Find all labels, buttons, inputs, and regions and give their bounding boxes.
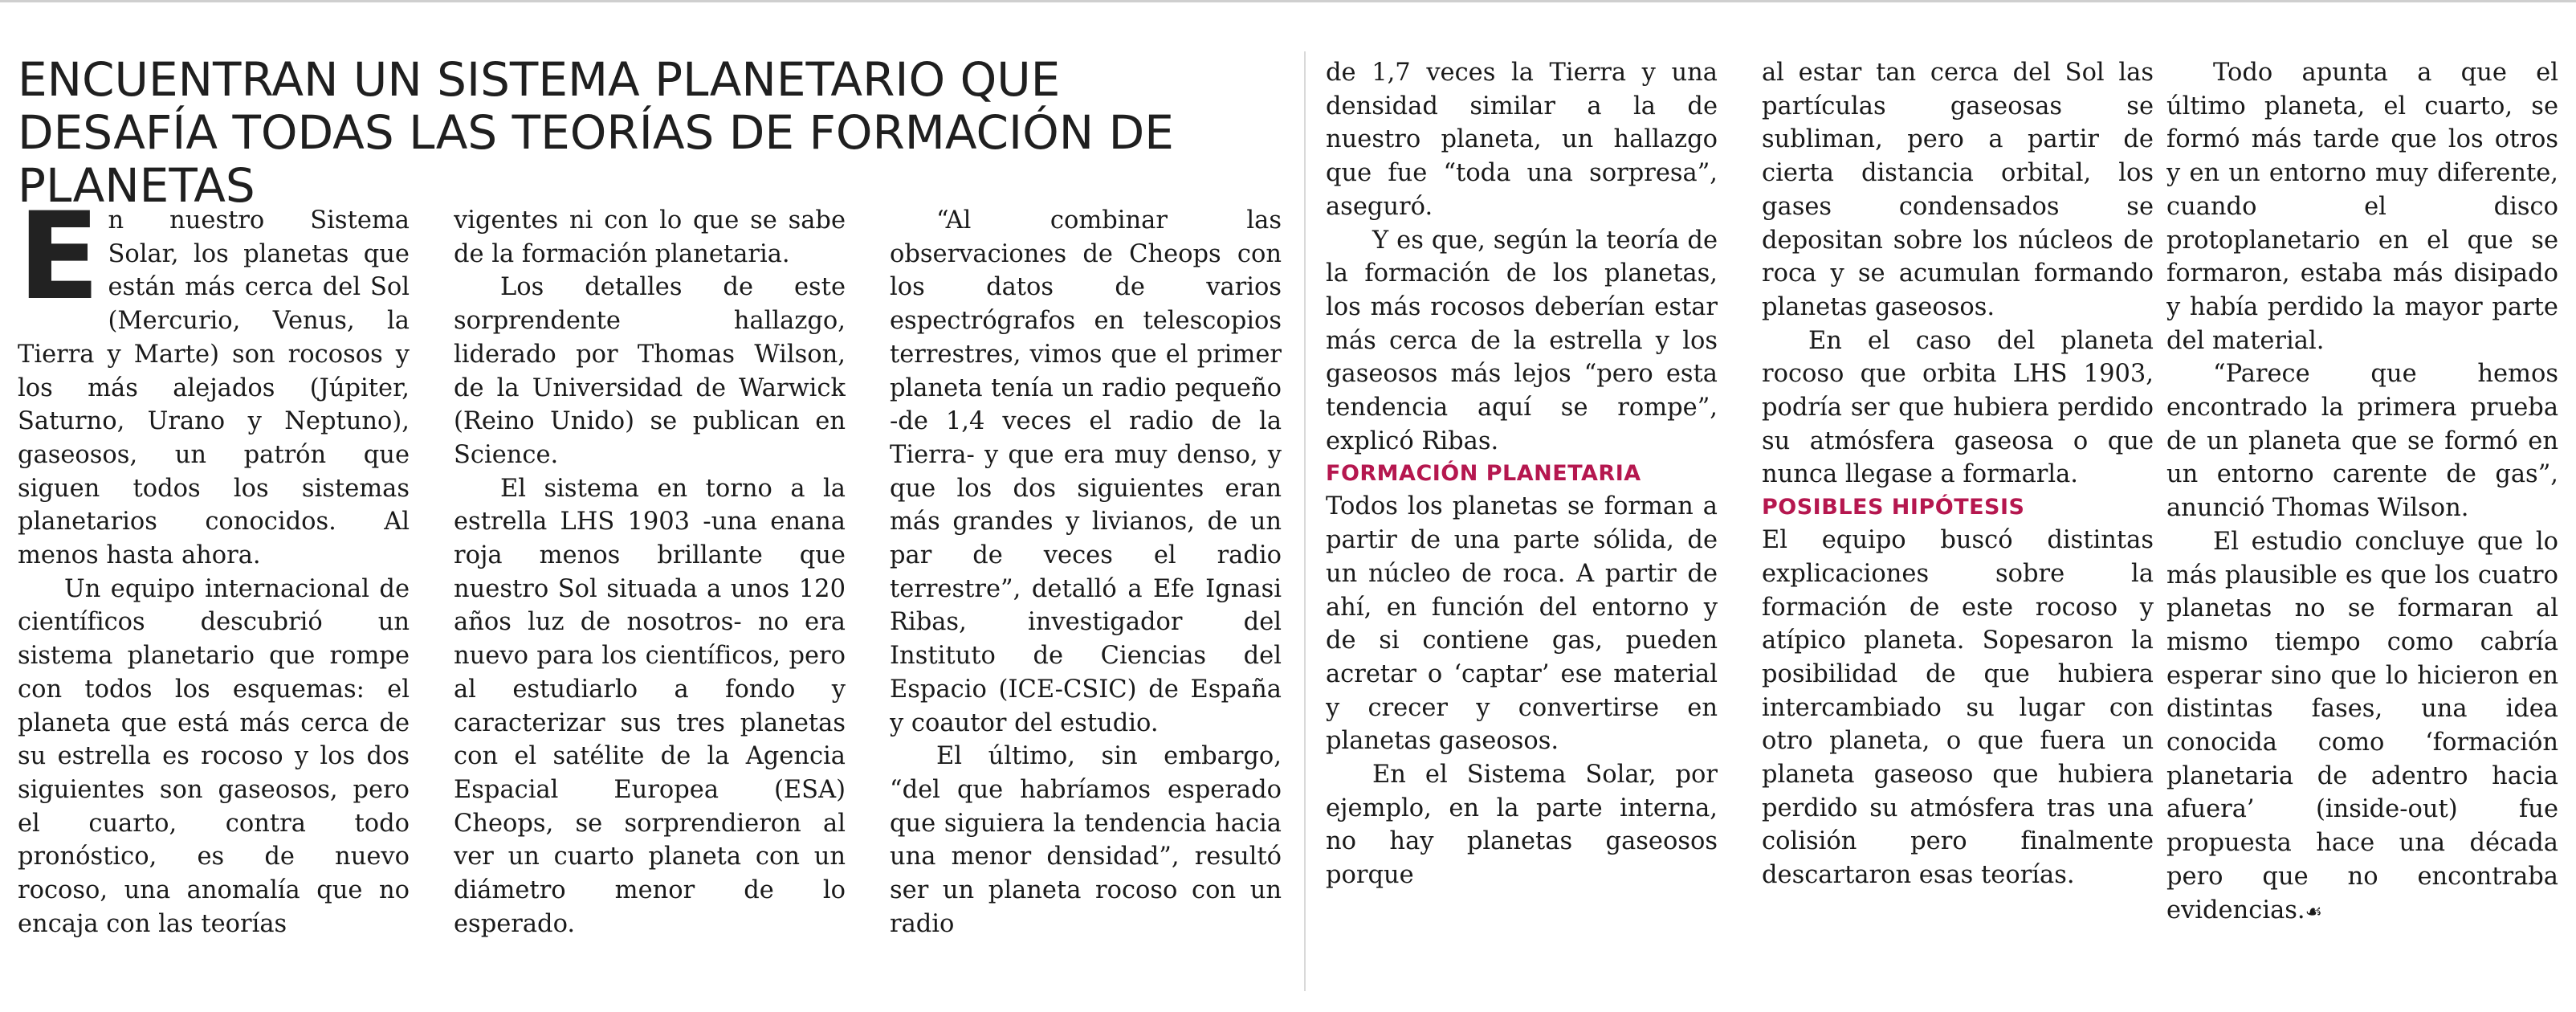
paragraph: al estar tan cerca del Sol las partículas gaseosas se subliman, pero a partir de cierta distancia orbital, los gases condensados se depositan sobre los núcleos de roca y se acumulan formando planetas gaseosos. [1762, 59, 2154, 321]
article-column-3 [890, 204, 1282, 999]
paragraph: “Al combinar las observaciones de Cheops con los datos de varios espectrógrafos en telescopios terrestres, vimos que el primer planeta tenía un radio pequeño -de 1,4 veces el radio de la Tierra- y que era muy denso, y que los dos siguientes eran más grandes y livianos, de un par de veces el radio terrestre”, detalló a Efe Ignasi Ribas, investigador del Instituto de Ciencias del Espacio (ICE-CSIC) de España y coautor del estudio. [890, 206, 1282, 737]
section-subhead: POSIBLES HIPÓTESIS [1762, 495, 2025, 520]
article-column-4 [1326, 56, 1718, 1012]
paragraph: Todos los planetas se forman a partir de una parte sólida, de un núcleo de roca. A partir de ahí, en función del entorno y de si contiene gas, pueden acretar o ‘captar’ ese material y crecer y convertirse en planetas gaseosos. [1326, 492, 1718, 756]
paragraph: “Parece que hemos encontrado la primera prueba de un planeta que se formó en un entorno carente de gas”, anunció Thomas Wilson. [2166, 360, 2558, 523]
article-column-6 [2166, 56, 2558, 1012]
paragraph: Y es que, según la teoría de la formación de los planetas, los más rocosos deberían estar más cerca de la estrella y los gaseosos más lejos “pero esta tendencia aquí se rompe”, explicó Ribas. [1326, 226, 1718, 455]
paragraph: En el Sistema Solar, por ejemplo, en la parte interna, no hay planetas gaseosos porque [1326, 761, 1718, 890]
paragraph: El sistema en torno a la estrella LHS 1903 -una enana roja menos brillante que nuestro Sol situada a unos 120 años luz de nosotros- no era nuevo para los científicos, pero al estudiarlo a fondo y caracterizar sus tres planetas con el satélite de la Agencia Espacial Europea (ESA) Cheops, se sorprendieron al ver un cuarto planeta con un diámetro menor de lo esperado. [454, 474, 846, 938]
news-article [18, 43, 2558, 999]
paragraph: El equipo buscó distintas explicaciones sobre la formación de este rocoso y atípico planeta. Sopesaron la posibilidad de que hubiera intercambiado su lugar con otro planeta, o que fuera un planeta gaseoso que hubiera perdido su atmósfera tras una colisión pero finalmente descartaron esas teorías. [1762, 526, 2154, 890]
article-headline: ENCUENTRAN UN SISTEMA PLANETARIO QUE DESAFÍA TODAS LAS TEORÍAS DE FORMACIÓN DE PLANETAS [18, 52, 1174, 213]
paragraph: El último, sin embargo, “del que habríamos esperado que siguiera la tendencia hacia una menor densidad”, resultó ser un planeta rocoso con un radio [890, 742, 1282, 938]
paragraph: Todo apunta a que el último planeta, el cuarto, se formó más tarde que los otros y en un entorno muy diferente, cuando el disco protoplanetario en el que se formaron, estaba más disipado y había perdido la mayor parte del material. [2166, 59, 2558, 355]
paragraph: Un equipo internacional de científicos descubrió un sistema planetario que rompe con todos los esquemas: el planeta que está más cerca de su estrella es rocoso y los dos siguientes son gaseosos, pero el cuarto, contra todo pronóstico, es de nuevo rocoso, una anomalía que no encaja con las teorías [18, 574, 410, 938]
paragraph: vigentes ni con lo que se sabe de la formación planetaria. [454, 206, 846, 268]
paragraph [18, 204, 410, 573]
paragraph-text: El estudio concluye que lo más plausible es que los cuatro planetas no se formaran al mismo tiempo como cabría esperar sino que lo hicieron en distintas fases, una idea conocida como ‘formación planetaria de adentro hacia afuera’ (inside-out) fue propuesta hace una década pero que no encontraba evidencias. [2166, 527, 2558, 924]
section-subhead: FORMACIÓN PLANETARIA [1326, 461, 1641, 487]
article-column-2 [454, 204, 846, 999]
top-border-line [0, 0, 2576, 2]
paragraph [2166, 525, 2558, 928]
paragraph: de 1,7 veces la Tierra y una densidad similar a la de nuestro planeta, un hallazgo que fue “toda una sorpresa”, aseguró. [1326, 59, 1718, 221]
drop-cap: E [18, 204, 100, 327]
end-of-article-mark: ☙ [2305, 900, 2323, 923]
article-column-5 [1762, 56, 2154, 1012]
paragraph: En el caso del planeta rocoso que orbita LHS 1903, podría ser que hubiera perdido su atmósfera gaseosa o que nunca llegase a formarla. [1762, 326, 2154, 489]
paragraph-text: n nuestro Sistema Solar, los planetas que están más cerca del Sol (Mercurio, Venus, la Tierra y Marte) son rocosos y los más alejados (Júpiter, Saturno, Urano y Neptuno), gaseosos, un patrón que siguen todos los sistemas planetarios conocidos. Al menos hasta ahora. [18, 206, 410, 570]
article-column-1 [18, 204, 410, 999]
paragraph: Los detalles de este sorprendente hallazgo, liderado por Thomas Wilson, de la Universidad de Warwick (Reino Unido) se publican en Science. [454, 273, 846, 469]
